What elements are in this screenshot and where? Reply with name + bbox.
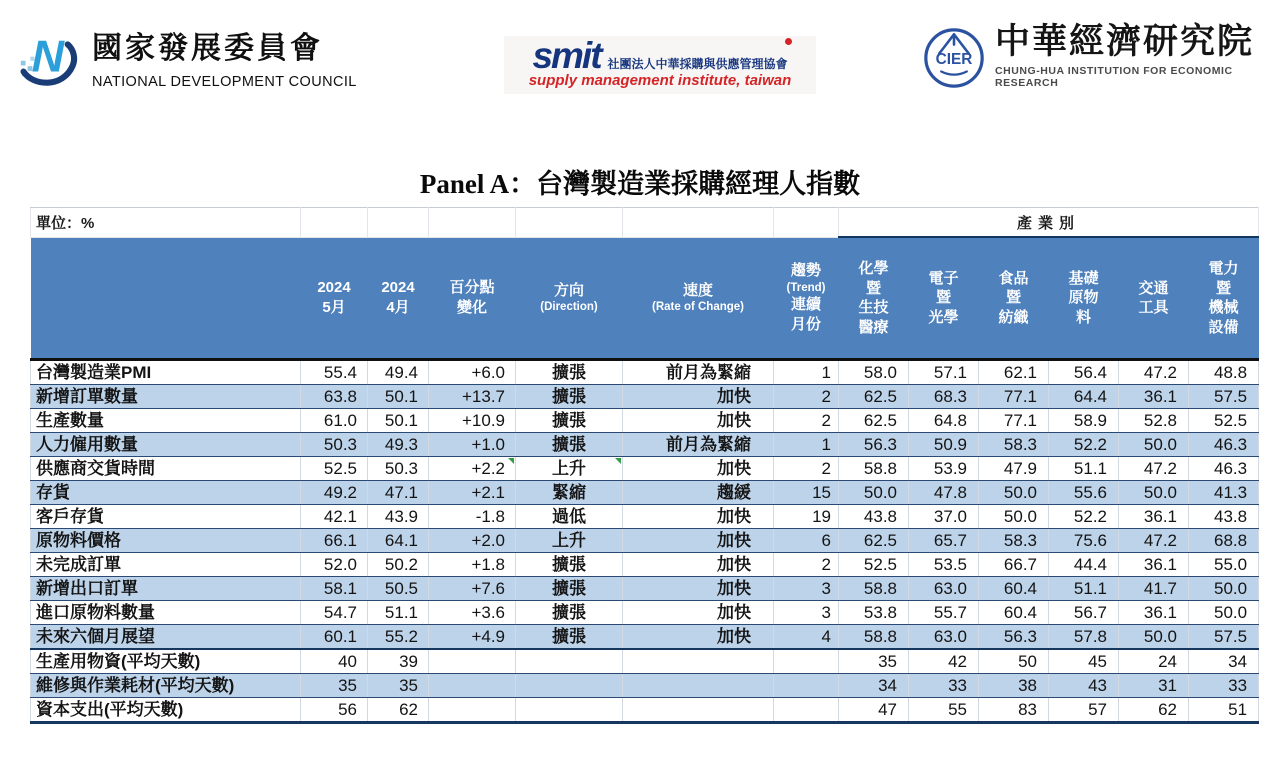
value-cell: 41.7 (1119, 577, 1189, 601)
value-cell: 68.3 (909, 385, 979, 409)
indicator-label-cell: 台灣製造業PMI (31, 360, 301, 385)
value-cell: 55.7 (909, 601, 979, 625)
value-cell: 65.7 (909, 529, 979, 553)
value-cell: 50.0 (1119, 433, 1189, 457)
value-cell: 過低 (516, 505, 623, 529)
column-header: 交通 工具 (1119, 237, 1189, 360)
value-cell (516, 649, 623, 674)
value-cell: 66.1 (301, 529, 368, 553)
value-cell: 50.0 (839, 481, 909, 505)
value-cell: 35 (301, 674, 368, 698)
value-cell: 加快 (623, 505, 774, 529)
value-cell: +7.6 (429, 577, 516, 601)
value-cell: 55 (909, 698, 979, 723)
value-cell: 58.3 (979, 529, 1049, 553)
cier-logo (922, 24, 1280, 97)
value-cell: 43.9 (368, 505, 429, 529)
value-cell (623, 649, 774, 674)
value-cell (774, 674, 839, 698)
value-cell: +6.0 (429, 360, 516, 385)
table-row (31, 433, 1259, 457)
value-cell: 50.3 (301, 433, 368, 457)
value-cell: 58.1 (301, 577, 368, 601)
table-row (31, 649, 1259, 674)
value-cell: 57.5 (1189, 385, 1259, 409)
value-cell: 1 (774, 360, 839, 385)
value-cell: 49.3 (368, 433, 429, 457)
value-cell: 擴張 (516, 385, 623, 409)
value-cell: 2 (774, 553, 839, 577)
value-cell: +2.1 (429, 481, 516, 505)
value-cell: 51.1 (368, 601, 429, 625)
column-header (31, 237, 301, 360)
value-cell: 2 (774, 385, 839, 409)
value-cell: 擴張 (516, 409, 623, 433)
value-cell: 62.1 (979, 360, 1049, 385)
indicator-label-cell: 生產用物資(平均天數) (31, 649, 301, 674)
value-cell: 50.0 (979, 481, 1049, 505)
pmi-table-body (31, 360, 1259, 723)
value-cell: 63.8 (301, 385, 368, 409)
value-cell: 50.5 (368, 577, 429, 601)
value-cell: 擴張 (516, 360, 623, 385)
value-cell: 52.8 (1119, 409, 1189, 433)
value-cell (516, 674, 623, 698)
value-cell: 56 (301, 698, 368, 723)
value-cell: 61.0 (301, 409, 368, 433)
value-cell: 加快 (623, 385, 774, 409)
value-cell: 52.5 (1189, 409, 1259, 433)
value-cell: 50.1 (368, 409, 429, 433)
value-cell: 36.1 (1119, 601, 1189, 625)
value-cell: 35 (839, 649, 909, 674)
value-cell: 54.7 (301, 601, 368, 625)
value-cell: 34 (839, 674, 909, 698)
smit-i-dot-icon (785, 38, 792, 45)
value-cell: 41.3 (1189, 481, 1259, 505)
value-cell: 50.0 (1189, 601, 1259, 625)
table-row (31, 553, 1259, 577)
ndc-name-en: NATIONAL DEVELOPMENT COUNCIL (92, 74, 357, 90)
value-cell: 52.5 (301, 457, 368, 481)
column-header: 食品 暨 紡織 (979, 237, 1049, 360)
table-row (31, 529, 1259, 553)
value-cell: 62.5 (839, 529, 909, 553)
value-cell: 24 (1119, 649, 1189, 674)
value-cell: 38 (979, 674, 1049, 698)
value-cell: 62.5 (839, 385, 909, 409)
value-cell: 47.2 (1119, 360, 1189, 385)
value-cell: 62.5 (839, 409, 909, 433)
value-cell: 55.0 (1189, 553, 1259, 577)
value-cell: 57.1 (909, 360, 979, 385)
value-cell: 83 (979, 698, 1049, 723)
unit-label: 單位：% (31, 208, 301, 238)
value-cell: 55.6 (1049, 481, 1119, 505)
value-cell: 44.4 (1049, 553, 1119, 577)
smit-tagline-en: supply management institute, taiwan (528, 72, 792, 90)
pmi-table (30, 207, 1259, 724)
value-cell: 50 (979, 649, 1049, 674)
value-cell: 57 (1049, 698, 1119, 723)
table-row (31, 385, 1259, 409)
column-header: 電子 暨 光學 (909, 237, 979, 360)
value-cell (429, 698, 516, 723)
value-cell (429, 649, 516, 674)
value-cell: 3 (774, 601, 839, 625)
value-cell: 49.4 (368, 360, 429, 385)
value-cell: -1.8 (429, 505, 516, 529)
value-cell: 50.0 (979, 505, 1049, 529)
value-cell: 77.1 (979, 385, 1049, 409)
value-cell: 51.1 (1049, 457, 1119, 481)
value-cell (623, 698, 774, 723)
value-cell: 58.8 (839, 577, 909, 601)
column-header: 2024 5月 (301, 237, 368, 360)
value-cell: 63.0 (909, 577, 979, 601)
value-cell: 1 (774, 433, 839, 457)
value-cell: 56.3 (839, 433, 909, 457)
value-cell (774, 649, 839, 674)
value-cell (516, 698, 623, 723)
value-cell: 加快 (623, 409, 774, 433)
value-cell: 53.5 (909, 553, 979, 577)
value-cell: 前月為緊縮 (623, 433, 774, 457)
value-cell: 63.0 (909, 625, 979, 650)
value-cell: 4 (774, 625, 839, 650)
indicator-label-cell: 新增出口訂單 (31, 577, 301, 601)
value-cell: 36.1 (1119, 385, 1189, 409)
indicator-label-cell: 進口原物料數量 (31, 601, 301, 625)
value-cell: 上升 (516, 529, 623, 553)
svg-text:N: N (31, 30, 65, 82)
value-cell: 52.0 (301, 553, 368, 577)
ndc-logo (14, 22, 357, 99)
value-cell: 46.3 (1189, 433, 1259, 457)
value-cell: 60.1 (301, 625, 368, 650)
value-cell: 46.3 (1189, 457, 1259, 481)
value-cell: +13.7 (429, 385, 516, 409)
indicator-label-cell: 未完成訂單 (31, 553, 301, 577)
value-cell: 62 (1119, 698, 1189, 723)
value-cell: 2 (774, 457, 839, 481)
indicator-label-cell: 資本支出(平均天數) (31, 698, 301, 723)
value-cell: 58.9 (1049, 409, 1119, 433)
value-cell: 43.8 (1189, 505, 1259, 529)
value-cell: 加快 (623, 553, 774, 577)
smit-association-zh: 社團法人中華採購與供應管理協會 (607, 57, 788, 72)
value-cell: 58.0 (839, 360, 909, 385)
value-cell: 35 (368, 674, 429, 698)
value-cell: 64.4 (1049, 385, 1119, 409)
indicator-label-cell: 未來六個月展望 (31, 625, 301, 650)
value-cell: 3 (774, 577, 839, 601)
value-cell: 50.0 (1119, 625, 1189, 650)
empty-cell (623, 208, 774, 238)
value-cell: 39 (368, 649, 429, 674)
empty-cell (429, 208, 516, 238)
page-title: Panel A：台灣製造業採購經理人指數 (419, 169, 861, 199)
table-row (31, 698, 1259, 723)
ndc-name-zh: 國家發展委員會 (92, 32, 323, 65)
value-cell: 51.1 (1049, 577, 1119, 601)
value-cell: 53.9 (909, 457, 979, 481)
value-cell: 43 (1049, 674, 1119, 698)
value-cell: 47.1 (368, 481, 429, 505)
value-cell: 47.8 (909, 481, 979, 505)
indicator-label-cell: 供應商交貨時間 (31, 457, 301, 481)
column-header: 速度 (Rate of Change) (623, 237, 774, 360)
value-cell: 40 (301, 649, 368, 674)
value-cell: 57.8 (1049, 625, 1119, 650)
svg-text:CIER: CIER (935, 50, 973, 68)
value-cell: 60.4 (979, 601, 1049, 625)
value-cell: 緊縮 (516, 481, 623, 505)
column-header: 2024 4月 (368, 237, 429, 360)
value-cell: 50.1 (368, 385, 429, 409)
value-cell: 53.8 (839, 601, 909, 625)
value-cell: 56.3 (979, 625, 1049, 650)
indicator-label-cell: 客戶存貨 (31, 505, 301, 529)
table-row (31, 505, 1259, 529)
value-cell: 42.1 (301, 505, 368, 529)
value-cell: 56.7 (1049, 601, 1119, 625)
column-header: 百分點 變化 (429, 237, 516, 360)
value-cell: 15 (774, 481, 839, 505)
smit-logo (504, 36, 816, 94)
value-cell: 55.4 (301, 360, 368, 385)
indicator-label-cell: 維修與作業耗材(平均天數) (31, 674, 301, 698)
value-cell: 50.3 (368, 457, 429, 481)
value-cell: 47 (839, 698, 909, 723)
value-cell: 33 (909, 674, 979, 698)
value-cell: 77.1 (979, 409, 1049, 433)
unit-row (31, 208, 1259, 238)
value-cell: 6 (774, 529, 839, 553)
value-cell (774, 698, 839, 723)
table-row (31, 457, 1259, 481)
value-cell: 33 (1189, 674, 1259, 698)
value-cell: +2.2 (429, 457, 516, 481)
cier-name-en: CHUNG-HUA INSTITUTION FOR ECONOMIC RESEARCH (995, 64, 1233, 89)
value-cell: 19 (774, 505, 839, 529)
value-cell: 前月為緊縮 (623, 360, 774, 385)
value-cell: 擴張 (516, 553, 623, 577)
value-cell: 擴張 (516, 625, 623, 650)
value-cell: 上升 (516, 457, 623, 481)
value-cell: 55.2 (368, 625, 429, 650)
value-cell: 加快 (623, 577, 774, 601)
value-cell (429, 674, 516, 698)
value-cell: 36.1 (1119, 553, 1189, 577)
value-cell: 加快 (623, 601, 774, 625)
empty-cell (516, 208, 623, 238)
value-cell: 57.5 (1189, 625, 1259, 650)
value-cell: 52.2 (1049, 505, 1119, 529)
value-cell: 51 (1189, 698, 1259, 723)
value-cell: 58.8 (839, 625, 909, 650)
empty-cell (301, 208, 368, 238)
value-cell: 34 (1189, 649, 1259, 674)
column-header-row (31, 237, 1259, 360)
value-cell: 擴張 (516, 577, 623, 601)
value-cell: 56.4 (1049, 360, 1119, 385)
table-row (31, 481, 1259, 505)
value-cell: 擴張 (516, 433, 623, 457)
value-cell: 加快 (623, 529, 774, 553)
table-row (31, 625, 1259, 650)
indicator-label-cell: 生產數量 (31, 409, 301, 433)
empty-cell (368, 208, 429, 238)
indicator-label-cell: 存貨 (31, 481, 301, 505)
column-header: 化學 暨 生技 醫療 (839, 237, 909, 360)
value-cell: 64.8 (909, 409, 979, 433)
value-cell: 48.8 (1189, 360, 1259, 385)
table-row (31, 674, 1259, 698)
industry-group-header: 產業別 (839, 208, 1259, 238)
value-cell: 58.3 (979, 433, 1049, 457)
value-cell: 68.8 (1189, 529, 1259, 553)
value-cell: 趨緩 (623, 481, 774, 505)
value-cell: +1.0 (429, 433, 516, 457)
indicator-label-cell: 原物料價格 (31, 529, 301, 553)
value-cell: 加快 (623, 625, 774, 650)
value-cell: 36.1 (1119, 505, 1189, 529)
value-cell: 75.6 (1049, 529, 1119, 553)
value-cell: 43.8 (839, 505, 909, 529)
value-cell: 66.7 (979, 553, 1049, 577)
ndc-swoosh-icon (14, 22, 82, 99)
value-cell: 47.9 (979, 457, 1049, 481)
value-cell: 37.0 (909, 505, 979, 529)
value-cell: +10.9 (429, 409, 516, 433)
value-cell: 52.5 (839, 553, 909, 577)
value-cell: 50.0 (1189, 577, 1259, 601)
table-row (31, 409, 1259, 433)
value-cell: 50.9 (909, 433, 979, 457)
value-cell: +3.6 (429, 601, 516, 625)
indicator-label-cell: 新增訂單數量 (31, 385, 301, 409)
value-cell: +4.9 (429, 625, 516, 650)
value-cell: 擴張 (516, 601, 623, 625)
value-cell: 49.2 (301, 481, 368, 505)
column-header: 趨勢 (Trend) 連續 月份 (774, 237, 839, 360)
cier-emblem-icon (922, 24, 986, 97)
table-row (31, 577, 1259, 601)
column-header: 方向 (Direction) (516, 237, 623, 360)
smit-brand-text: smit (532, 35, 601, 76)
column-header: 電力 暨 機械 設備 (1189, 237, 1259, 360)
value-cell: 45 (1049, 649, 1119, 674)
value-cell: 60.4 (979, 577, 1049, 601)
value-cell: 58.8 (839, 457, 909, 481)
value-cell: 31 (1119, 674, 1189, 698)
table-row (31, 360, 1259, 385)
value-cell: 52.2 (1049, 433, 1119, 457)
value-cell: 加快 (623, 457, 774, 481)
value-cell (623, 674, 774, 698)
value-cell: 42 (909, 649, 979, 674)
value-cell: 62 (368, 698, 429, 723)
value-cell: +1.8 (429, 553, 516, 577)
value-cell: 64.1 (368, 529, 429, 553)
value-cell: 47.2 (1119, 529, 1189, 553)
value-cell: 2 (774, 409, 839, 433)
value-cell: +2.0 (429, 529, 516, 553)
cier-name-zh: 中華經濟研究院 (995, 22, 1255, 61)
table-row (31, 601, 1259, 625)
value-cell: 47.2 (1119, 457, 1189, 481)
value-cell: 50.0 (1119, 481, 1189, 505)
empty-cell (774, 208, 839, 238)
column-header: 基礎 原物 料 (1049, 237, 1119, 360)
value-cell: 50.2 (368, 553, 429, 577)
indicator-label-cell: 人力僱用數量 (31, 433, 301, 457)
